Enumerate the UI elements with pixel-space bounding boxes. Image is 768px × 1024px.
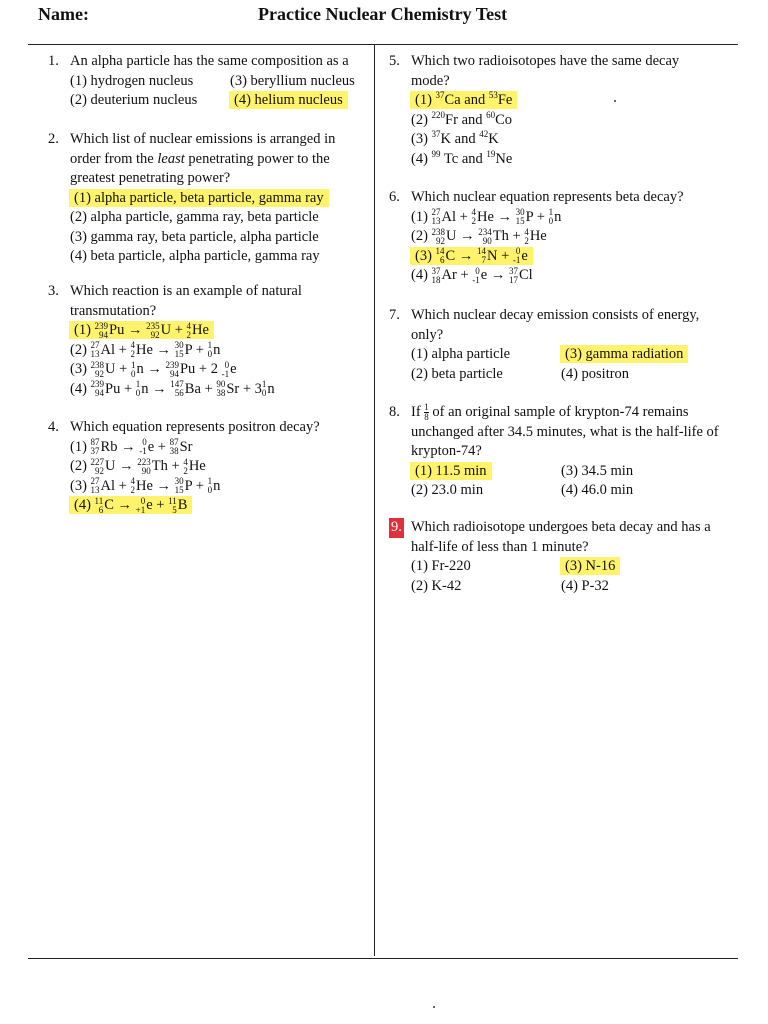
question-3 [48,282,348,399]
option-2: (2) 238 92 U → 234 90 Th + 4 2 He [411,226,547,246]
question-6 [389,188,719,286]
question-text: Which equation represents positron decay? [70,419,320,435]
fraction: $\frac{1}{8}$ [424,402,429,423]
option-2: (2) K-42 [411,577,462,594]
option-3: (3) 34.5 min [561,462,634,479]
option-2: (2) deuterium nucleus [70,92,198,108]
option-2: (2) 227 92 U → 223 90 Th + 4 2 He [70,456,206,476]
option-2: (2) 27 13 Al + 4 2 He → 30 15 P + 1 0 n [70,340,221,360]
option-4: (4) 46.0 min [561,482,634,498]
question-5 [389,52,719,169]
option-4: (4) beta particle, alpha particle, gamma ray [70,248,320,264]
option-3: (3) 27 13 Al + 4 2 He → 30 15 P + 1 0 n [70,476,221,496]
question-1 [48,52,368,111]
option-3-highlighted: (3) N-16 [561,558,619,574]
option-1: (1) hydrogen nucleus [70,72,194,89]
question-number: 2. [48,131,59,147]
option-1: (1) Fr-220 [411,558,471,574]
option-1-highlighted: (1) 239 94 Pu → 235 92 U + 4 2 He [70,322,213,338]
name-label: Name: [38,4,89,24]
option-3: (3) 238 92 U + 1 0 n → 239 94 Pu + 2 0 -1 e [70,359,237,379]
option-1: (1) 27 13 Al + 4 2 He → 30 15 P + 1 0 n [411,207,562,227]
option-4: (4) P-32 [561,577,609,594]
question-number: 7. [389,307,400,323]
question-9 [389,518,719,596]
option-3-highlighted: (3) gamma radiation [561,346,687,362]
option-2: (2) $^{220}$Fr and $^{60}$Co [411,109,513,128]
question-text: An alpha particle has the same composition as a [70,53,349,69]
question-number: 3. [48,283,59,299]
option-3: (3) beryllium nucleus [230,72,355,89]
question-text: Which reaction is an example of natural transmutation? [70,283,302,319]
option-4-highlighted: (4) helium nucleus [230,92,347,108]
option-4: (4) positron [561,365,630,382]
page-title: Practice Nuclear Chemistry Test [258,4,508,24]
option-4: (4) 239 94 Pu + 1 0 n → 147 56 Ba + 90 38 Sr + 3 1 0 n [70,379,275,399]
question-4 [48,418,348,516]
question-number: 1. [48,53,59,69]
top-rule [28,44,738,45]
question-text: If $\frac{1}{8}$ of an original sample of krypton-74 remains unchanged after 34.5 minutes, what is the half-life of krypton-74? [411,402,719,459]
option-1-highlighted: (1) $^{37}$Ca and $^{53}$Fe [411,92,516,108]
option-2: (2) alpha particle, gamma ray, beta particle [70,209,319,225]
question-2 [48,130,358,267]
question-number: 4. [48,419,59,435]
scan-speck [433,1006,435,1008]
option-3: (3) gamma ray, beta particle, alpha particle [70,228,319,245]
option-3-highlighted: (3) 14 6 C → 14 7 N + 0 -1 e [411,248,532,264]
option-1: (1) alpha particle [411,346,511,362]
option-3: (3) $^{37}$K and $^{42}$K [411,129,499,147]
option-2: (2) 23.0 min [411,482,484,498]
bottom-rule [28,958,738,959]
question-text: Which nuclear equation represents beta decay? [411,189,684,205]
option-4: (4) 37 18 Ar + 0 -1 e → 37 17 Cl [411,265,533,285]
question-number: 5. [389,53,400,69]
question-text: Which radioisotope undergoes beta decay and has a half-life of less than 1 minute? [411,519,711,555]
question-8 [389,403,719,501]
question-text: Which list of nuclear emissions is arranged in order from the least penetrating power to the greatest penetrating power? [70,131,336,186]
page-header [0,0,768,40]
option-1-highlighted: (1) 11.5 min [411,463,491,479]
question-text: Which nuclear decay emission consists of energy, only? [411,307,700,343]
question-7 [389,306,729,384]
question-number: 6. [389,189,400,205]
question-number-marker: 9. [389,518,404,538]
question-number: 8. [389,404,400,420]
option-1: (1) 87 37 Rb → 0 -1 e + 87 38 Sr [70,437,193,457]
column-divider [374,44,375,956]
option-4: (4) $^{99}$ Tc and $^{19}$Ne [411,148,513,167]
option-4-highlighted: (4) 11 6 C → 0 +1 e + 11 5 B [70,497,191,513]
question-text: Which two radioisotopes have the same decay mode? [411,53,680,89]
option-1-highlighted: (1) alpha particle, beta particle, gamma ray [70,190,328,206]
option-2: (2) beta particle [411,365,503,382]
